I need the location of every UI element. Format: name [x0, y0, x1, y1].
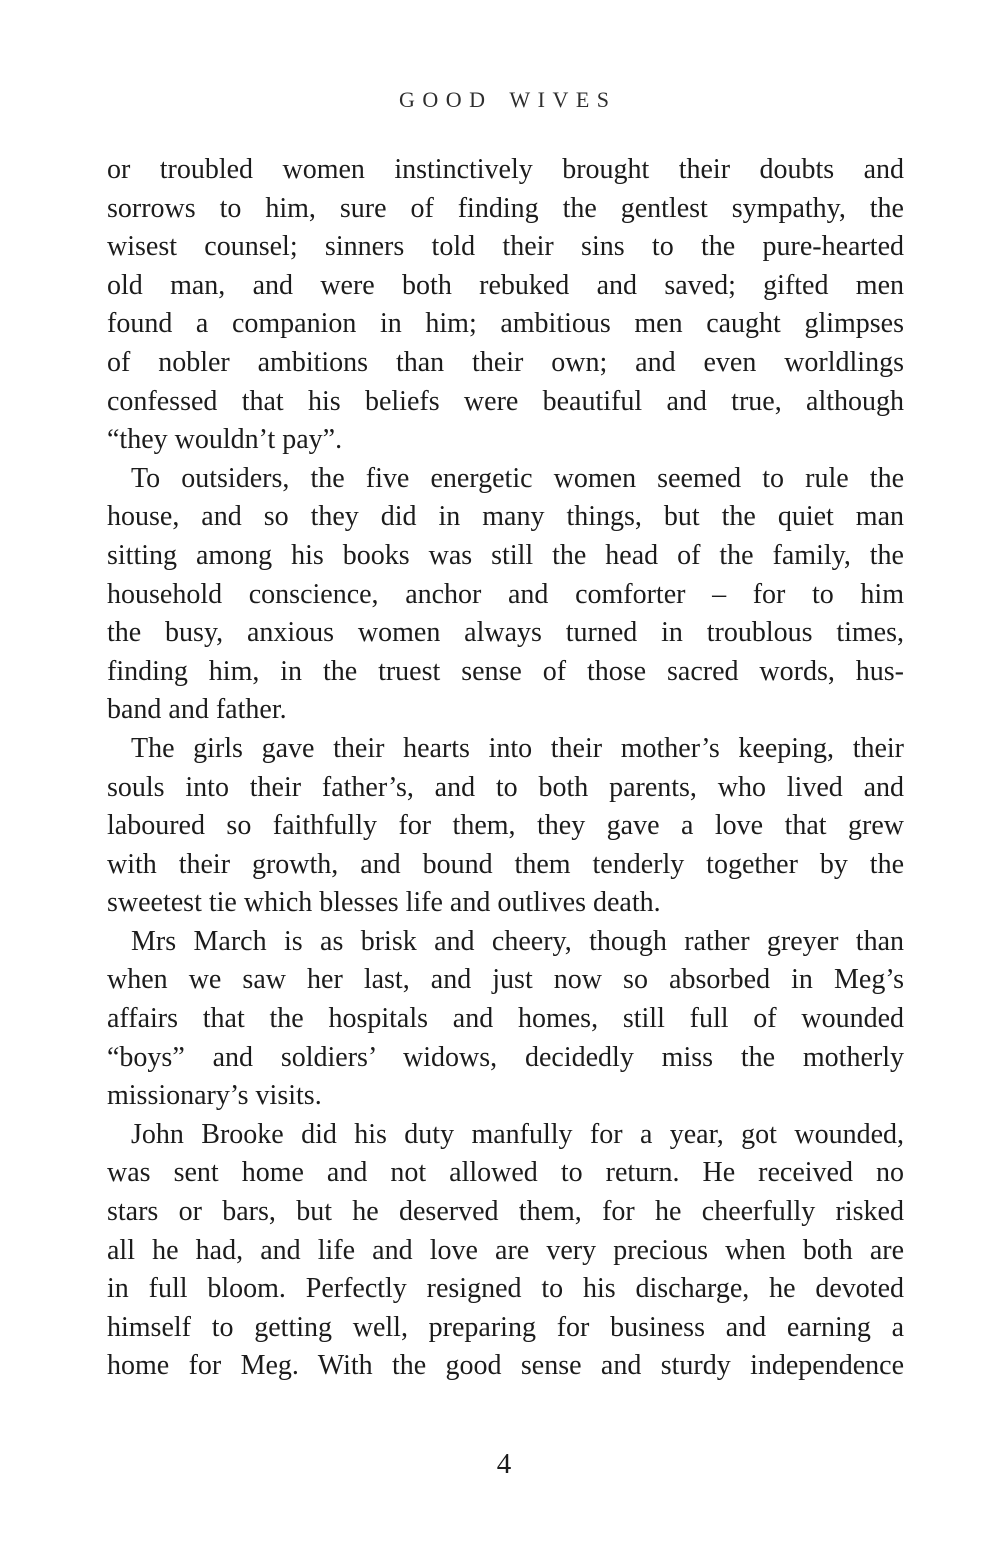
text-line: The girls gave their hearts into their mother’s keeping, their	[131, 732, 904, 764]
text-line: household conscience, anchor and comforter – for to him	[107, 578, 904, 610]
text-line: old man, and were both rebuked and saved; gifted men	[107, 269, 904, 301]
text-line: confessed that his beliefs were beautiful and true, although	[107, 385, 904, 417]
text-line: when we saw her last, and just now so absorbed in Meg’s	[107, 964, 904, 996]
text-line: souls into their father’s, and to both parents, who lived and	[107, 771, 904, 803]
text-line: found a companion in him; ambitious men caught glimpses	[107, 308, 904, 340]
text-line: Mrs March is as brisk and cheery, though rather greyer than	[131, 925, 904, 957]
text-line: finding him, in the truest sense of those sacred words, hus-	[107, 655, 904, 687]
text-line: stars or bars, but he deserved them, for he cheerfully risked	[107, 1196, 904, 1228]
paragraph	[107, 1116, 904, 1386]
text-line: laboured so faithfully for them, they gave a love that grew	[107, 810, 904, 842]
text-line: home for Meg. With the good sense and sturdy independence	[107, 1350, 904, 1382]
running-header: GOOD WIVES	[398, 87, 617, 112]
text-line: band and father.	[107, 694, 287, 726]
text-line: with their growth, and bound them tenderly together by the	[107, 848, 904, 880]
paragraph	[107, 460, 904, 730]
text-line: all he had, and life and love are very precious when both are	[107, 1234, 904, 1266]
text-line: missionary’s visits.	[107, 1080, 322, 1112]
text-line: wisest counsel; sinners told their sins to the pure-hearted	[107, 231, 904, 263]
text-line: “boys” and soldiers’ widows, decidedly miss the motherly	[107, 1041, 904, 1073]
text-line: of nobler ambitions than their own; and even worldlings	[107, 346, 904, 378]
text-line: affairs that the hospitals and homes, still full of wounded	[107, 1003, 904, 1035]
text-line: “they wouldn’t pay”.	[107, 424, 343, 456]
text-line: or troubled women instinctively brought their doubts and	[107, 154, 904, 185]
page-number: 4	[496, 1448, 512, 1480]
paragraph	[107, 151, 904, 460]
text-line: in full bloom. Perfectly resigned to his discharge, he devoted	[107, 1273, 904, 1305]
text-line: sitting among his books was still the head of the family, the	[107, 539, 904, 571]
text-line: sorrows to him, sure of finding the gentlest sympathy, the	[107, 192, 904, 224]
paragraph	[107, 923, 904, 1116]
paragraph	[107, 730, 904, 923]
text-line: house, and so they did in many things, but the quiet man	[107, 501, 904, 533]
text-line: the busy, anxious women always turned in troublous times,	[107, 617, 904, 649]
text-line: was sent home and not allowed to return. He received no	[107, 1157, 904, 1189]
text-line: himself to getting well, preparing for business and earning a	[107, 1311, 904, 1343]
text-line: sweetest tie which blesses life and outlives death.	[107, 887, 661, 919]
text-line: To outsiders, the five energetic women seemed to rule the	[131, 462, 904, 494]
text-block	[107, 151, 904, 1386]
text-line: John Brooke did his duty manfully for a year, got wounded,	[131, 1118, 904, 1150]
